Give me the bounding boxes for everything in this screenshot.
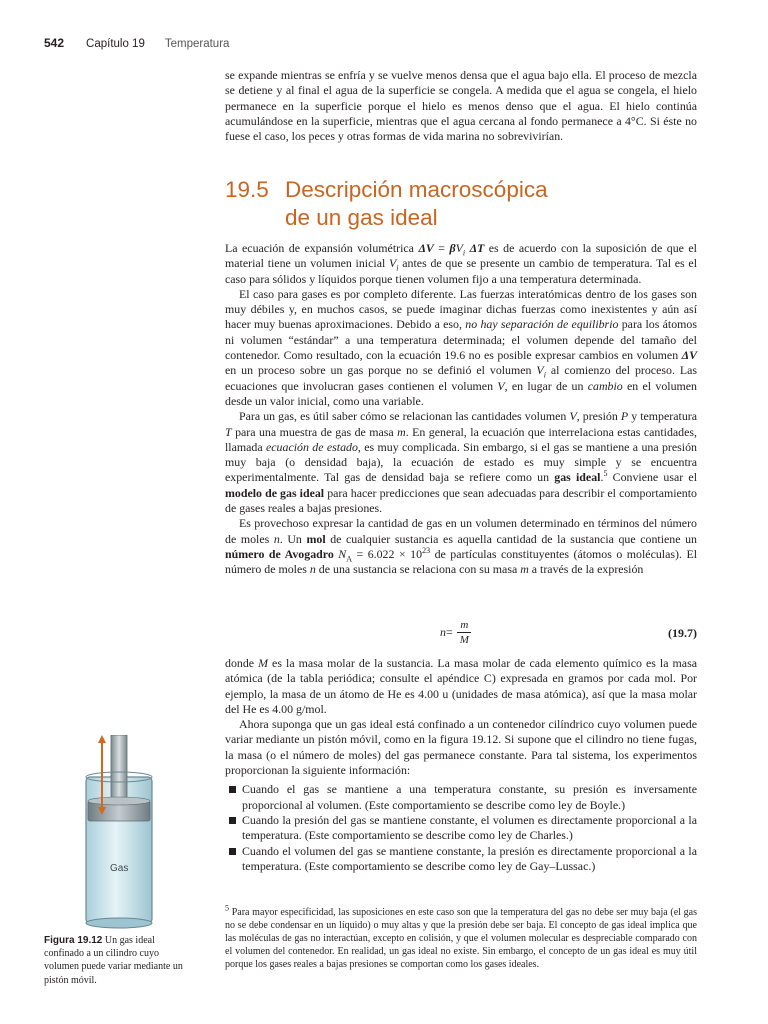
footnote-text: Para mayor especificidad, las suposiciones en este caso son que la temperatura del gas no debe ser muy baja (el gas no se debe condensar en un líquido) o muy altas y que la presión debe ser baja. El concepto de gas ideal implica que las moléculas de gas no interactúan, excepto en colisión, y que el volumen molecular es despreciable comparado con el volumen del contenedor. En realidad, un gas ideal no existe. Sin embargo, el concepto de un gas ideal es muy útil porque los gases reales a bajas presiones se comportan como los gases ideales. <box>225 907 697 971</box>
body-block-1 <box>225 241 697 578</box>
section-title-line2: de un gas ideal <box>285 205 438 230</box>
equation-expression: n = $\frac{m}{M}$ <box>440 618 472 647</box>
paragraph-3: Para un gas, es útil saber cómo se relacionan las cantidades volumen V, presión P y temperatura T para una muestra de gas de masa m. En general, la ecuación que interrelaciona estas cantidades, llamada ecuación de estado, es muy complicada. Sin embargo, si el gas se mantiene a una presión muy baja (o densidad baja), la ecuación de estado es muy simple y se encuentra experimentalmente. Tal gas de densidad baja se refiere como un gas ideal.$^5$ Conviene usar el modelo de gas ideal para hacer predicciones que sean adecuadas para describir el comportamiento de gases reales a bajas presiones. <box>225 409 698 516</box>
paragraph-6: Ahora suponga que un gas ideal está confinado a un contenedor cilíndrico cuyo volumen puede variar mediante un pistón móvil, como en la figura 19.12. Si supone que el cilindro no tiene fugas, la masa (o el número de moles) del gas permanece constante. Para tal sistema, los experimentos proporcionan la siguiente información: <box>225 717 697 778</box>
figure-caption-label: Figura 19.12 <box>44 935 103 946</box>
equation-fraction: $\frac{m}{M}$ <box>457 618 472 647</box>
list-item: Cuando la presión del gas se mantiene constante, el volumen es directamente proporcional a la temperatura. (Este comportamiento se describe como ley de Charles.) <box>225 813 697 844</box>
figure-19-12 <box>74 735 164 930</box>
intro-paragraph: se expande mientras se enfría y se vuelve menos densa que el agua bajo ella. El proceso de mezcla se detiene y al final el agua de la superficie se congela. A medida que el agua se congela, el hielo permanece en la superficie porque el hielo es menos denso que el agua. El hielo continúa acumulándose en la superficie, mientras que el agua cercana al fondo permanece a 4°C. Si éste no fuese el caso, los peces y otras formas de vida marina no sobrevivirían. <box>225 68 697 144</box>
figure-caption <box>44 934 186 987</box>
footnote <box>225 903 697 971</box>
paragraph-2: El caso para gases es por completo diferente. Las fuerzas interatómicas dentro de los gases son muy débiles y, en muchos casos, se puede imaginar dichas fuerzas como inexistentes y aún así hacer muy buenas aproximaciones. Debido a eso, no hay separación de equilibrio para los átomos ni volumen “estándar” a una temperatura determinada; el volumen depende del tamaño del contenedor. Como resultado, con la ecuación 19.6 no es posible expresar cambios en volumen ΔV en un proceso sobre un gas porque no se definió el volumen $V_i$ al comienzo del proceso. Las ecuaciones que involucran gases contienen el volumen V, en lugar de un cambio en el volumen desde un valor inicial, como una variable. <box>225 286 698 408</box>
chapter-title: Temperatura <box>164 38 230 50</box>
chapter-label: Capítulo 19 <box>86 38 145 50</box>
intro-block <box>225 68 697 144</box>
list-item: Cuando el volumen del gas se mantiene constante, la presión es directamente proporcional a la temperatura. (Este comportamiento se describe como ley de Gay–Lussac.) <box>225 844 697 875</box>
cylinder-piston-illustration <box>74 735 164 930</box>
paragraph-4: Es provechoso expresar la cantidad de gas en un volumen determinado en términos del número de moles n. Un mol de cualquier sustancia es aquella cantidad de la sustancia que contiene un número de Avogadro $N_A = 6.022 \times 10^{23}$ de partículas constituyentes (átomos o moléculas). El número de moles n de una sustancia se relaciona con su masa m a través de la expresión <box>225 516 698 577</box>
list-item: Cuando el gas se mantiene a una temperatura constante, su presión es inversamente proporcional al volumen. (Este comportamiento se describe como ley de Boyle.) <box>225 782 697 813</box>
body-block-2 <box>225 656 697 874</box>
paragraph-5: donde M es la masa molar de la sustancia. La masa molar de cada elemento químico es la masa atómica (de la tabla periódica; consulte el apéndice C) expresada en gramos por cada mol. Por ejemplo, la masa de un átomo de He es 4.00 u (unidades de masa atómica), así que la masa molar del He es 4.00 g/mol. <box>225 656 697 716</box>
page-number: 542 <box>44 36 65 50</box>
section-heading <box>225 176 705 232</box>
footnote-ref: 5 <box>603 469 608 479</box>
gas-label: Gas <box>110 863 129 874</box>
figure-caption-text: Un gas ideal confinado a un cilindro cuyo volumen puede variar mediante un pistón móvil. <box>44 935 183 986</box>
equation-number: (19.7) <box>668 626 697 640</box>
section-title-line1: Descripción macroscópica <box>285 177 548 202</box>
paragraph-1: La ecuación de expansión volumétrica $\Delta V = \beta V_i$ ΔT es de acuerdo con la suposición de que el material tiene un volumen inicial $V_i$ antes de que se presente un cambio de temperatura. Tal es el caso para sólidos y líquidos porque tienen volumen fijo a una temperatura determinada. <box>225 241 698 286</box>
running-header <box>44 36 229 54</box>
equation-19-7 <box>225 612 697 650</box>
section-number: 19.5 <box>225 177 269 202</box>
bullet-list <box>225 782 697 874</box>
footnote-mark: 5 <box>225 903 229 913</box>
